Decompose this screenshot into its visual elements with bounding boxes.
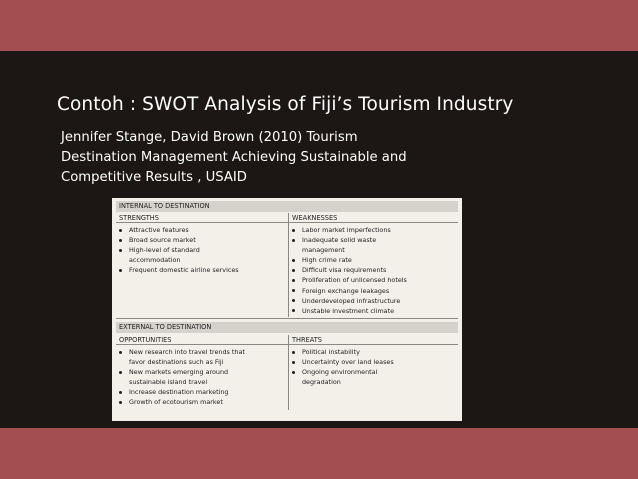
list-item: Increase destination marketing — [116, 387, 288, 397]
swot-table-image — [112, 198, 462, 421]
top-accent-band — [0, 0, 638, 51]
citation-line: Jennifer Stange, David Brown (2010) Tourism — [61, 130, 358, 145]
threats-header: THREATS — [289, 335, 458, 345]
citation-line: Competitive Results , USAID — [61, 170, 247, 185]
list-item: Difficult visa requirements — [289, 265, 458, 275]
list-item-continuation: degradation — [302, 378, 341, 387]
section-divider — [116, 318, 458, 319]
list-item: Attractive features — [116, 225, 288, 235]
list-item: Unstable investment climate — [289, 306, 458, 316]
threats-list — [289, 347, 458, 387]
column-divider — [288, 213, 289, 317]
list-item: Frequent domestic airline services — [116, 265, 288, 275]
bottom-accent-band — [0, 428, 638, 479]
source-citation — [61, 128, 461, 188]
list-item: Political instability — [289, 347, 458, 357]
list-item-continuation: management — [302, 246, 345, 255]
list-item: High crime rate — [289, 255, 458, 265]
list-item: Ongoing environmental — [289, 367, 458, 377]
list-item: New research into travel trends that — [116, 347, 288, 357]
list-item: Labor market imperfections — [289, 225, 458, 235]
weaknesses-list — [289, 225, 458, 316]
list-item: Foreign exchange leakages — [289, 286, 458, 296]
list-item-continuation: accommodation — [129, 256, 181, 265]
list-item: Uncertainty over land leases — [289, 357, 458, 367]
list-item: High-level of standard — [116, 245, 288, 255]
internal-section-header: INTERNAL TO DESTINATION — [116, 201, 458, 212]
list-item-continuation: sustainable island travel — [129, 378, 208, 387]
opportunities-header: OPPORTUNITIES — [116, 335, 288, 345]
list-item: Proliferation of unlicensed hotels — [289, 275, 458, 285]
opportunities-list — [116, 347, 288, 408]
list-item: New markets emerging around — [116, 367, 288, 377]
list-item: Growth of ecotourism market — [116, 397, 288, 407]
column-divider — [288, 335, 289, 410]
list-item: Broad source market — [116, 235, 288, 245]
list-item-continuation: favor destinations such as Fiji — [129, 358, 224, 367]
citation-line: Destination Management Achieving Sustainable and — [61, 150, 407, 165]
external-section-header: EXTERNAL TO DESTINATION — [116, 322, 458, 333]
weaknesses-header: WEAKNESSES — [289, 213, 458, 223]
strengths-list — [116, 225, 288, 275]
slide-title: Contoh : SWOT Analysis of Fiji’s Tourism Industry — [57, 94, 514, 115]
list-item: Inadequate solid waste — [289, 235, 458, 245]
list-item: Underdeveloped infrastructure — [289, 296, 458, 306]
strengths-header: STRENGTHS — [116, 213, 288, 223]
